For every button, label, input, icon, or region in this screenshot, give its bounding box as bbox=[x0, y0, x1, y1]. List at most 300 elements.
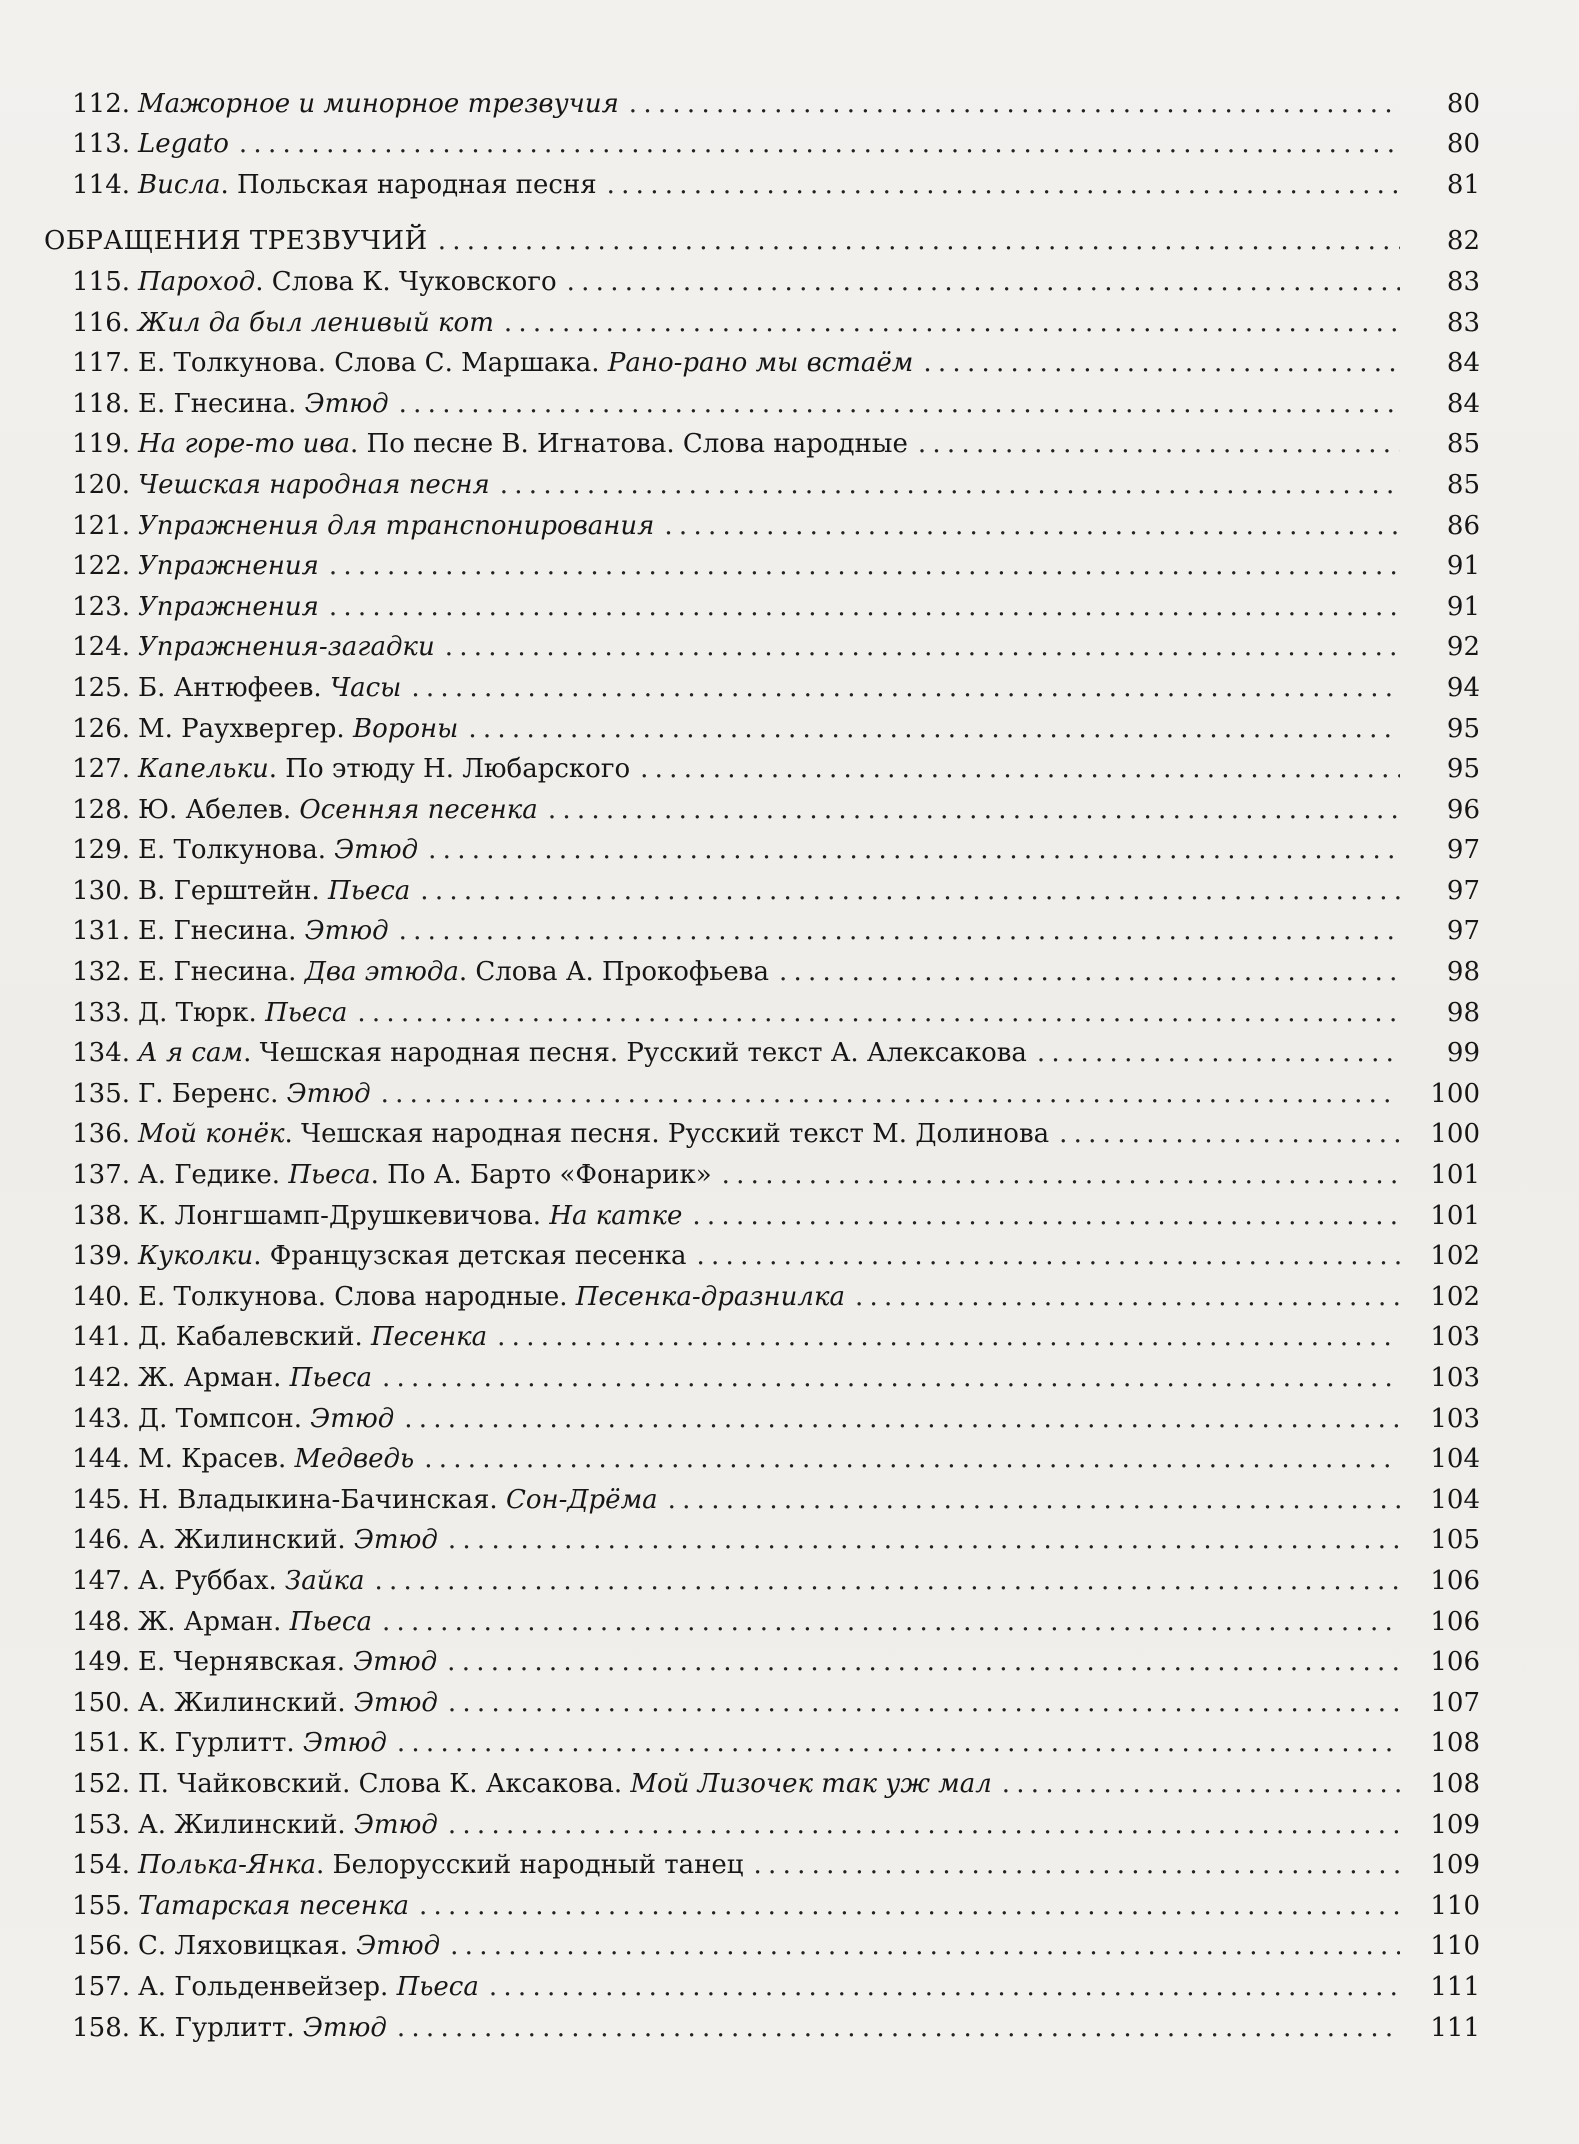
dot-leader bbox=[923, 346, 1400, 380]
toc-entry bbox=[44, 1679, 1480, 1720]
entry-title bbox=[138, 509, 664, 543]
entry-title-text: . По А. Барто «Фонарик» bbox=[370, 1160, 712, 1191]
dot-leader bbox=[411, 671, 1400, 705]
entry-number: 128. bbox=[72, 794, 130, 825]
dot-leader bbox=[497, 1320, 1400, 1354]
entry-number: 156. bbox=[72, 1931, 130, 1962]
dot-leader bbox=[397, 1726, 1400, 1760]
entry-title-text: Д. Кабалевский. bbox=[138, 1322, 371, 1353]
toc-entry bbox=[44, 1923, 1480, 1964]
toc-entry bbox=[44, 1963, 1480, 2004]
entry-page-number: 110 bbox=[1430, 1890, 1480, 1921]
entry-title-italic: Пароход bbox=[138, 266, 256, 297]
toc-entry bbox=[44, 624, 1480, 665]
entry-title-italic: Медведь bbox=[294, 1444, 415, 1475]
entry-title-italic: Упражнения-загадки bbox=[138, 632, 435, 663]
toc-entry bbox=[44, 1517, 1480, 1558]
entry-title-text: Н. Владыкина-Бачинская. bbox=[138, 1484, 506, 1515]
entry-title bbox=[138, 168, 607, 202]
entry-page-number: 108 bbox=[1430, 1728, 1480, 1759]
toc-entry bbox=[44, 1354, 1480, 1395]
entry-title-italic: Часы bbox=[329, 672, 402, 703]
entry-number: 132. bbox=[72, 957, 130, 988]
entry-title bbox=[138, 1808, 448, 1842]
entry-title bbox=[138, 914, 399, 948]
entry-title-text: Е. Чернявская. bbox=[138, 1647, 354, 1678]
entry-title bbox=[138, 2011, 397, 2045]
entry-number: 141. bbox=[72, 1322, 130, 1353]
entry-title-text: Б. Антюфеев. bbox=[138, 672, 330, 703]
entry-title-italic: Legato bbox=[138, 129, 229, 160]
entry-title-italic: Татарская песенка bbox=[138, 1890, 409, 1921]
entry-title bbox=[138, 549, 329, 583]
entry-number: 131. bbox=[72, 916, 130, 947]
entry-title-italic: Пьеса bbox=[289, 1363, 372, 1393]
entry-title bbox=[138, 265, 567, 299]
toc-entry bbox=[44, 340, 1480, 381]
dot-leader bbox=[1037, 1036, 1400, 1070]
entry-page-number: 109 bbox=[1430, 1809, 1480, 1840]
entry-title-italic: Песенка-дразнилка bbox=[575, 1281, 845, 1312]
entry-page-number: 102 bbox=[1430, 1281, 1480, 1312]
entry-title bbox=[138, 127, 239, 161]
entry-title-italic: Этюд bbox=[304, 916, 389, 947]
entry-title-text: П. Чайковский. Слова К. Аксакова. bbox=[138, 1768, 631, 1799]
toc-entry bbox=[44, 258, 1480, 299]
entry-title-italic: Этюд bbox=[353, 1647, 438, 1678]
entry-page-number: 100 bbox=[1430, 1078, 1480, 1109]
dot-leader bbox=[468, 712, 1400, 746]
entry-title bbox=[138, 1117, 1059, 1151]
entry-title bbox=[138, 1564, 375, 1598]
entry-page-number: 95 bbox=[1446, 713, 1480, 744]
toc-entry bbox=[44, 705, 1480, 746]
entry-page-number: 86 bbox=[1446, 510, 1480, 541]
entry-title-text: А. Гедике. bbox=[138, 1160, 289, 1191]
entry-page-number: 108 bbox=[1430, 1768, 1480, 1799]
entry-title-italic: Этюд bbox=[302, 2012, 387, 2043]
entry-page-number: 97 bbox=[1446, 835, 1480, 866]
entry-title-text: Д. Томпсон. bbox=[138, 1403, 311, 1434]
entry-number: 117. bbox=[72, 348, 130, 379]
entry-number: 145. bbox=[72, 1484, 130, 1515]
entry-title-italic: А я сам bbox=[138, 1038, 244, 1069]
entry-title-italic: Чешская народная песня bbox=[138, 469, 490, 500]
entry-title-text: Е. Гнесина. bbox=[138, 957, 305, 988]
entry-number: 129. bbox=[72, 835, 130, 866]
entry-page-number: 102 bbox=[1430, 1241, 1480, 1272]
table-of-contents bbox=[44, 80, 1480, 2045]
entry-title-text: Д. Тюрк. bbox=[138, 997, 266, 1028]
entry-title bbox=[138, 87, 629, 121]
entry-page-number: 101 bbox=[1430, 1200, 1480, 1231]
dot-leader bbox=[399, 387, 1400, 421]
entry-title-italic: Пьеса bbox=[328, 875, 411, 906]
toc-entry bbox=[44, 1111, 1480, 1152]
entry-number: 148. bbox=[72, 1606, 130, 1637]
entry-number: 121. bbox=[72, 510, 130, 541]
dot-leader bbox=[548, 793, 1400, 827]
dot-leader bbox=[567, 265, 1400, 299]
entry-number: 123. bbox=[72, 591, 130, 622]
entry-title-text: Е. Гнесина. bbox=[138, 916, 305, 947]
entry-title bbox=[138, 1280, 855, 1314]
entry-page-number: 103 bbox=[1430, 1403, 1480, 1434]
toc-entry bbox=[44, 1760, 1480, 1801]
dot-leader bbox=[438, 224, 1400, 258]
entry-title bbox=[138, 793, 548, 827]
entry-number: 153. bbox=[72, 1809, 130, 1840]
entry-number: 135. bbox=[72, 1078, 130, 1109]
entry-number: 146. bbox=[72, 1525, 130, 1556]
entry-title bbox=[138, 1320, 497, 1354]
entry-title-text: . Чешская народная песня. Русский текст А. Алексакова bbox=[243, 1038, 1027, 1069]
entry-title-text: Е. Толкунова. Слова народные. bbox=[138, 1281, 576, 1312]
entry-title-italic: Пьеса bbox=[288, 1160, 371, 1191]
entry-title-text: . По песне В. Игнатова. Слова народные bbox=[350, 429, 908, 460]
toc-entry bbox=[44, 1476, 1480, 1517]
dot-leader bbox=[357, 996, 1400, 1030]
entry-title-italic: Рано-рано мы встаём bbox=[607, 348, 914, 379]
entry-title bbox=[138, 1686, 448, 1720]
dot-leader bbox=[489, 1970, 1400, 2004]
entry-title-text: . Французская детская песенка bbox=[253, 1241, 687, 1272]
toc-entry bbox=[44, 1557, 1480, 1598]
entry-page-number: 110 bbox=[1430, 1931, 1480, 1962]
toc-entry bbox=[44, 664, 1480, 705]
toc-entry bbox=[44, 1842, 1480, 1883]
entry-title-italic: Упражнения bbox=[138, 551, 319, 582]
entry-title-italic: Жил да был ленивый кот bbox=[138, 307, 494, 338]
entry-title-text: А. Жилинский. bbox=[138, 1687, 354, 1718]
toc-entry bbox=[44, 121, 1480, 162]
toc-entry bbox=[44, 1639, 1480, 1680]
entry-number: 126. bbox=[72, 713, 130, 744]
entry-title bbox=[138, 1726, 397, 1760]
dot-leader bbox=[329, 549, 1400, 583]
entry-title-italic: Вороны bbox=[352, 713, 459, 744]
toc-entry bbox=[44, 421, 1480, 462]
entry-number: 143. bbox=[72, 1403, 130, 1434]
entry-title-text: В. Герштейн. bbox=[138, 875, 329, 906]
entry-title bbox=[138, 387, 399, 421]
entry-number: 142. bbox=[72, 1363, 130, 1393]
entry-title bbox=[138, 1442, 424, 1476]
dot-leader bbox=[448, 1686, 1400, 1720]
entry-number: 120. bbox=[72, 469, 130, 500]
entry-title-italic: Этюд bbox=[334, 835, 419, 866]
entry-page-number: 81 bbox=[1446, 169, 1480, 200]
entry-page-number: 91 bbox=[1446, 551, 1480, 582]
entry-page-number: 97 bbox=[1446, 916, 1480, 947]
toc-entry bbox=[44, 583, 1480, 624]
entry-title-italic: Пьеса bbox=[396, 1971, 479, 2002]
toc-entry bbox=[44, 948, 1480, 989]
entry-title-text: Ю. Абелев. bbox=[138, 794, 300, 825]
dot-leader bbox=[504, 306, 1400, 340]
entry-title-text: С. Ляховицкая. bbox=[138, 1931, 357, 1962]
entry-title-text: Г. Беренс. bbox=[138, 1078, 287, 1109]
dot-leader bbox=[419, 1889, 1400, 1923]
entry-title-italic: Этюд bbox=[353, 1687, 438, 1718]
entry-number: 113. bbox=[72, 129, 130, 160]
entry-number: 158. bbox=[72, 2012, 130, 2043]
entry-title bbox=[44, 224, 438, 258]
entry-number: 155. bbox=[72, 1890, 130, 1921]
entry-page-number: 103 bbox=[1430, 1363, 1480, 1393]
dot-leader bbox=[397, 2011, 1400, 2045]
toc-entry bbox=[44, 502, 1480, 543]
entry-page-number: 100 bbox=[1430, 1119, 1480, 1150]
entry-page-number: 106 bbox=[1430, 1565, 1480, 1596]
entry-number: 124. bbox=[72, 632, 130, 663]
entry-title-text: . По этюду Н. Любарского bbox=[268, 754, 631, 785]
toc-entry bbox=[44, 161, 1480, 202]
entry-number: 144. bbox=[72, 1444, 130, 1475]
entry-title bbox=[138, 590, 329, 624]
entry-title-text: А. Жилинский. bbox=[138, 1525, 354, 1556]
entry-title-italic: Этюд bbox=[302, 1728, 387, 1759]
entry-title-italic: Капельки bbox=[138, 754, 269, 785]
entry-page-number: 92 bbox=[1446, 632, 1480, 663]
entry-number: 138. bbox=[72, 1200, 130, 1231]
entry-number: 118. bbox=[72, 388, 130, 419]
entry-title-italic: Этюд bbox=[356, 1931, 441, 1962]
toc-entry bbox=[44, 543, 1480, 584]
toc-entry bbox=[44, 1882, 1480, 1923]
toc-entry bbox=[44, 2004, 1480, 2045]
dot-leader bbox=[239, 127, 1400, 161]
entry-title-text: . Белорусский народный танец bbox=[316, 1850, 744, 1881]
entry-title-text: К. Гурлитт. bbox=[138, 1728, 303, 1759]
entry-title-text: Е. Гнесина. bbox=[138, 388, 305, 419]
entry-page-number: 97 bbox=[1446, 875, 1480, 906]
dot-leader bbox=[664, 509, 1400, 543]
entry-title-italic: Этюд bbox=[286, 1078, 371, 1109]
dot-leader bbox=[382, 1605, 1400, 1639]
entry-title-text: Ж. Арман. bbox=[138, 1363, 290, 1393]
dot-leader bbox=[722, 1158, 1400, 1192]
entry-number: 134. bbox=[72, 1038, 130, 1069]
entry-page-number: 84 bbox=[1446, 388, 1480, 419]
dot-leader bbox=[500, 468, 1400, 502]
dot-leader bbox=[382, 1361, 1400, 1395]
toc-entry bbox=[44, 746, 1480, 787]
entry-number: 119. bbox=[72, 429, 130, 460]
entry-page-number: 80 bbox=[1446, 88, 1480, 119]
entry-title bbox=[138, 468, 500, 502]
entry-page-number: 98 bbox=[1446, 997, 1480, 1028]
entry-page-number: 106 bbox=[1430, 1647, 1480, 1678]
entry-title-italic: Зайка bbox=[285, 1565, 365, 1596]
entry-title bbox=[138, 712, 468, 746]
entry-title-text: . Чешская народная песня. Русский текст М. Долинова bbox=[284, 1119, 1050, 1150]
dot-leader bbox=[375, 1564, 1401, 1598]
dot-leader bbox=[668, 1483, 1400, 1517]
entry-title bbox=[138, 306, 504, 340]
entry-page-number: 96 bbox=[1446, 794, 1480, 825]
dot-leader bbox=[420, 874, 1400, 908]
entry-number: 122. bbox=[72, 551, 130, 582]
toc-entry bbox=[44, 1395, 1480, 1436]
entry-title bbox=[138, 1361, 382, 1395]
entry-number: 115. bbox=[72, 266, 130, 297]
entry-title-text: А. Жилинский. bbox=[138, 1809, 354, 1840]
entry-title bbox=[138, 955, 779, 989]
entry-title-text: А. Руббах. bbox=[138, 1565, 286, 1596]
entry-title-text: . Польская народная песня bbox=[220, 169, 597, 200]
entry-title bbox=[138, 346, 923, 380]
entry-title-italic: Песенка bbox=[370, 1322, 488, 1353]
entry-title-italic: Два этюда bbox=[304, 957, 459, 988]
dot-leader bbox=[1002, 1767, 1400, 1801]
entry-title-text: М. Красев. bbox=[138, 1444, 295, 1475]
dot-leader bbox=[404, 1402, 1400, 1436]
entry-title-italic: Этюд bbox=[353, 1525, 438, 1556]
entry-title bbox=[138, 996, 357, 1030]
toc-entry bbox=[44, 908, 1480, 949]
entry-page-number: 83 bbox=[1446, 307, 1480, 338]
entry-title-italic: Упражнения bbox=[138, 591, 319, 622]
entry-number: 116. bbox=[72, 307, 130, 338]
toc-entry bbox=[44, 989, 1480, 1030]
entry-title bbox=[138, 1158, 722, 1192]
entry-title-text: А. Гольденвейзер. bbox=[138, 1971, 397, 2002]
dot-leader bbox=[447, 1645, 1400, 1679]
entry-title-italic: На катке bbox=[549, 1200, 683, 1231]
entry-title bbox=[138, 1889, 419, 1923]
entry-title bbox=[138, 1848, 754, 1882]
entry-page-number: 105 bbox=[1430, 1525, 1480, 1556]
dot-leader bbox=[399, 914, 1400, 948]
entry-page-number: 106 bbox=[1430, 1606, 1480, 1637]
entry-title-italic: Пьеса bbox=[265, 997, 348, 1028]
dot-leader bbox=[918, 427, 1400, 461]
entry-title-italic: На горе-то ива bbox=[138, 429, 350, 460]
toc-entry bbox=[44, 1151, 1480, 1192]
entry-title-text: . Слова К. Чуковского bbox=[255, 266, 557, 297]
toc-entry bbox=[44, 1720, 1480, 1761]
entry-page-number: 95 bbox=[1446, 754, 1480, 785]
dot-leader bbox=[329, 590, 1400, 624]
entry-title bbox=[138, 1402, 404, 1436]
dot-leader bbox=[855, 1280, 1400, 1314]
entry-title bbox=[138, 1199, 692, 1233]
entry-page-number: 103 bbox=[1430, 1322, 1480, 1353]
dot-leader bbox=[448, 1808, 1400, 1842]
entry-page-number: 94 bbox=[1446, 672, 1480, 703]
entry-number: 136. bbox=[72, 1119, 130, 1150]
entry-title-text: Е. Толкунова. Слова С. Маршака. bbox=[138, 348, 608, 379]
entry-title bbox=[138, 1239, 696, 1273]
toc-entry bbox=[44, 1233, 1480, 1274]
entry-number: 133. bbox=[72, 997, 130, 1028]
entry-number: 151. bbox=[72, 1728, 130, 1759]
toc-entry bbox=[44, 1030, 1480, 1071]
toc-entry bbox=[44, 786, 1480, 827]
entry-title-italic: Этюд bbox=[353, 1809, 438, 1840]
toc-entry bbox=[44, 827, 1480, 868]
entry-title bbox=[138, 1077, 381, 1111]
entry-title bbox=[138, 1523, 448, 1557]
dot-leader bbox=[696, 1239, 1400, 1273]
entry-number: 152. bbox=[72, 1768, 130, 1799]
entry-number: 130. bbox=[72, 875, 130, 906]
entry-title-italic: Пьеса bbox=[289, 1606, 372, 1637]
entry-title bbox=[138, 874, 420, 908]
entry-title bbox=[138, 630, 445, 664]
toc-entry bbox=[44, 1436, 1480, 1477]
toc-entry bbox=[44, 1598, 1480, 1639]
entry-title-italic: Осенняя песенка bbox=[299, 794, 538, 825]
entry-title bbox=[138, 752, 640, 786]
entry-page-number: 83 bbox=[1446, 266, 1480, 297]
entry-page-number: 84 bbox=[1446, 348, 1480, 379]
entry-title-italic: Упражнения для транспонирования bbox=[138, 510, 655, 541]
toc-section-heading bbox=[44, 218, 1480, 259]
entry-title-text: ОБРАЩЕНИЯ ТРЕЗВУЧИЙ bbox=[44, 226, 428, 257]
entry-title bbox=[138, 1483, 668, 1517]
entry-page-number: 104 bbox=[1430, 1444, 1480, 1475]
dot-leader bbox=[754, 1848, 1400, 1882]
entry-title-text: Ж. Арман. bbox=[138, 1606, 290, 1637]
toc-entry bbox=[44, 1801, 1480, 1842]
toc-entry bbox=[44, 1070, 1480, 1111]
toc-entry bbox=[44, 80, 1480, 121]
toc-entry bbox=[44, 867, 1480, 908]
entry-number: 137. bbox=[72, 1160, 130, 1191]
entry-title-text: . Слова А. Прокофьева bbox=[458, 957, 769, 988]
entry-title-italic: Этюд bbox=[310, 1403, 395, 1434]
entry-number: 139. bbox=[72, 1241, 130, 1272]
entry-title bbox=[138, 833, 428, 867]
entry-page-number: 109 bbox=[1430, 1850, 1480, 1881]
entry-title bbox=[138, 671, 411, 705]
entry-page-number: 111 bbox=[1430, 2012, 1480, 2043]
entry-title bbox=[138, 1767, 1002, 1801]
toc-entry bbox=[44, 380, 1480, 421]
dot-leader bbox=[779, 955, 1400, 989]
entry-number: 140. bbox=[72, 1281, 130, 1312]
toc-entry bbox=[44, 1314, 1480, 1355]
entry-page-number: 99 bbox=[1446, 1038, 1480, 1069]
dot-leader bbox=[629, 87, 1400, 121]
entry-title-text: К. Лонгшамп-Друшкевичова. bbox=[138, 1200, 550, 1231]
entry-number: 112. bbox=[72, 88, 130, 119]
dot-leader bbox=[424, 1442, 1400, 1476]
entry-page-number: 80 bbox=[1446, 129, 1480, 160]
entry-title bbox=[138, 1929, 450, 1963]
entry-page-number: 82 bbox=[1446, 226, 1480, 257]
dot-leader bbox=[381, 1077, 1400, 1111]
dot-leader bbox=[445, 630, 1400, 664]
dot-leader bbox=[450, 1929, 1400, 1963]
entry-number: 157. bbox=[72, 1971, 130, 2002]
dot-leader bbox=[692, 1199, 1400, 1233]
entry-title-italic: Сон-Дрёма bbox=[505, 1484, 658, 1515]
entry-page-number: 104 bbox=[1430, 1484, 1480, 1515]
entry-page-number: 85 bbox=[1446, 469, 1480, 500]
entry-title bbox=[138, 1605, 382, 1639]
entry-number: 147. bbox=[72, 1565, 130, 1596]
entry-title-italic: Полька-Янка bbox=[138, 1850, 317, 1881]
entry-number: 150. bbox=[72, 1687, 130, 1718]
dot-leader bbox=[607, 168, 1400, 202]
toc-entry bbox=[44, 299, 1480, 340]
toc-entry bbox=[44, 461, 1480, 502]
entry-number: 149. bbox=[72, 1647, 130, 1678]
entry-page-number: 111 bbox=[1430, 1971, 1480, 2002]
